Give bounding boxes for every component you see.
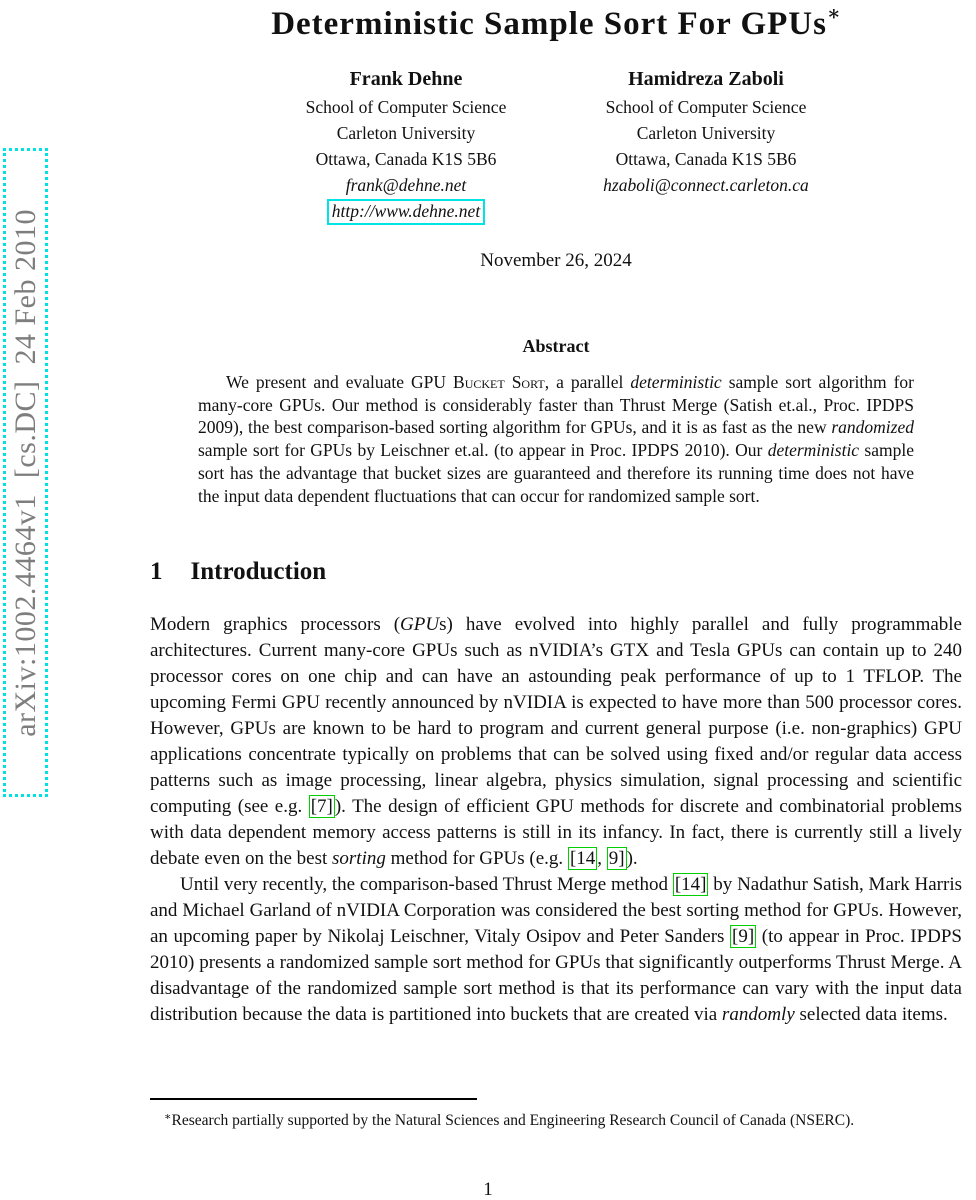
arxiv-stamp-text: arXiv:1002.4464v1 [cs.DC] 24 Feb 2010 <box>8 208 42 737</box>
arxiv-stamp <box>3 148 48 797</box>
text-segment: sample sort algorithm for many-core GPUs. Our method is considerably faster than Thrust Merge (Satish et.al., Proc. IPDPS 2009), the best comparison-based sorting algorithm for GPUs, and it is as fast as the new <box>198 372 914 438</box>
text-segment: , <box>597 848 607 869</box>
footnote-block <box>150 1098 962 1132</box>
author-affiliation-line: School of Computer Science <box>605 97 807 117</box>
section-number: 1 <box>150 558 163 585</box>
text-segment: sample sort for GPUs by Leischner et.al. (to appear in Proc. IPDPS 2010). Our <box>198 440 768 461</box>
citation-link[interactable]: [14] <box>674 874 707 895</box>
title-footnote-mark: ∗ <box>826 3 841 25</box>
author-name: Hamidreza Zaboli <box>628 68 784 90</box>
paper-date: November 26, 2024 <box>480 250 632 271</box>
text-segment: (to appear in Proc. IPDPS 2010) presents a randomized sample sort method for GPUs that significantly outperforms Thrust Merge. A disadvantage of the randomized sample sort method is that its performance can vary with the input data distribution because the data is partitioned into buckets that are created via <box>150 926 962 1025</box>
footnote-marker: ∗ <box>164 1111 172 1123</box>
text-segment: deterministic <box>630 372 722 392</box>
abstract-section <box>150 336 962 507</box>
author-affiliation-line: School of Computer Science <box>305 97 507 117</box>
text-segment: ). The design of efficient GPU methods for discrete and combinatorial problems with data dependent memory access patterns is still in its infancy. In fact, there is currently still a lively debate even on the best <box>150 796 962 869</box>
author-affiliation-line: Ottawa, Canada K1S 5B6 <box>315 149 497 169</box>
text-segment: sorting <box>332 848 386 869</box>
author-name: Frank Dehne <box>349 68 463 90</box>
author-affiliation-line: Ottawa, Canada K1S 5B6 <box>615 149 797 169</box>
paper-header <box>150 0 962 271</box>
text-segment: ). <box>626 848 638 869</box>
text-segment: sample sort has the advantage that bucket sizes are guaranteed and therefore its running time does not have the input data dependent fluctuations that can occur for randomized sample sort. <box>198 440 914 506</box>
text-segment: Bucket Sort <box>453 372 545 392</box>
author-block <box>150 64 962 226</box>
text-segment: method for GPUs (e.g. <box>385 848 568 869</box>
body-paragraph <box>150 612 962 872</box>
text-segment: selected data items. <box>794 1004 948 1025</box>
body-paragraph <box>150 872 962 1028</box>
page-title <box>150 0 962 44</box>
footnote-body: Research partially supported by the Natural Sciences and Engineering Research Council of Canada (NSERC). <box>171 1112 855 1129</box>
text-segment: randomized <box>831 417 914 438</box>
citation-link[interactable]: [7] <box>310 796 333 817</box>
text-segment: Modern graphics processors ( <box>150 614 401 635</box>
text-segment: by Nadathur Satish, Mark Harris and Michael Garland of nVIDIA Corporation was considered the best sorting method for GPUs. However, an upcoming paper by Nikolaj Leischner, Vitaly Osipov and Peter Sanders <box>150 874 962 947</box>
section-title: Introduction <box>190 558 327 585</box>
introduction-section <box>150 556 962 1028</box>
author-email: hzaboli@connect.carleton.ca <box>603 175 809 195</box>
text-segment: randomly <box>721 1004 795 1025</box>
text-segment: We present and evaluate GPU <box>226 372 454 392</box>
author-homepage-link[interactable]: http://www.dehne.net <box>327 199 485 225</box>
text-segment: deterministic <box>767 440 860 461</box>
text-segment: , a parallel <box>544 372 631 392</box>
abstract-text <box>198 371 914 507</box>
author-affiliation-line: Carleton University <box>636 123 776 143</box>
text-segment: s) have evolved into highly parallel and fully programmable architectures. Current many-core GPUs such as nVIDIA’s GTX and Tesla GPUs can contain up to 240 processor cores on one chip and can have an astounding peak performance of up to 1 TFLOP. The upcoming Fermi GPU recently announced by nVIDIA is expected to have more than 500 processor cores. However, GPUs are known to be hard to program and current general purpose (i.e. non-graphics) GPU applications concentrate typically on problems that can be solved using fixed and/or regular data access patterns such as image processing, linear algebra, physics simulation, signal processing and scientific computing (see e.g. <box>150 614 962 817</box>
abstract-heading: Abstract <box>522 336 590 356</box>
title-text: Deterministic Sample Sort For GPUs <box>271 6 827 42</box>
author-url-row <box>256 199 556 226</box>
text-segment: GPU <box>400 614 440 635</box>
page-number: 1 <box>483 1179 493 1200</box>
text-segment: Until very recently, the comparison-based Thrust Merge method <box>180 874 673 895</box>
citation-link[interactable]: [9] <box>732 926 755 947</box>
section-heading <box>150 556 962 588</box>
citation-link[interactable]: [14 <box>569 848 596 869</box>
author-column-1 <box>256 64 556 226</box>
author-column-2 <box>556 64 856 226</box>
citation-link[interactable]: 9] <box>608 848 625 869</box>
author-email: frank@dehne.net <box>345 175 467 195</box>
footnote-rule <box>150 1098 477 1100</box>
author-affiliation-line: Carleton University <box>336 123 476 143</box>
footnote-text <box>150 1106 962 1132</box>
